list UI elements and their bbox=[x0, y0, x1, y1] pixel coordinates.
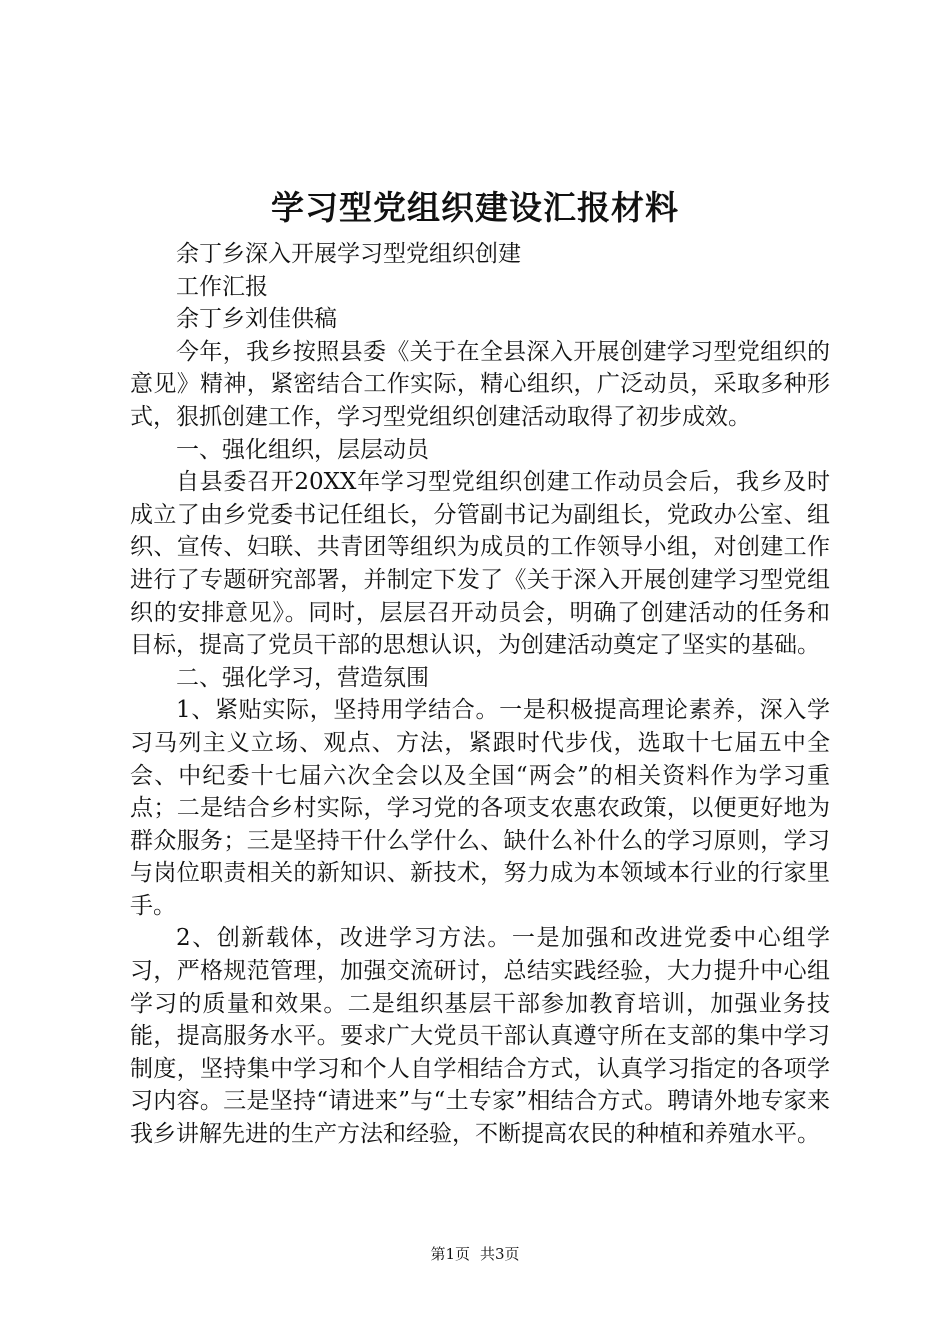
page-number: 第1页 bbox=[430, 1245, 470, 1263]
subtitle-line-2: 工作汇报 bbox=[176, 273, 268, 300]
page-footer bbox=[0, 1243, 950, 1265]
body-paragraph: 今年，我乡按照县委《关于在全县深入开展创建学习型党组织的意见》精神，紧密结合工作实际，精心组织，广泛动员，采取多种形式，狠抓创建工作，学习型党组织创建活动取得了初步成效。 bbox=[130, 338, 830, 430]
body-paragraph: 自县委召开20XX年学习型党组织创建工作动员会后，我乡及时成立了由乡党委书记任组长，分管副书记为副组长，党政办公室、组织、宣传、妇联、共青团等组织为成员的工作领导小组，对创建工作进行了专题研究部署，并制定下发了《关于深入开展创建学习型党组织的安排意见》。同时，层层召开动员会，明确了创建活动的任务和目标，提高了党员干部的思想认识，为创建活动奠定了坚实的基础。 bbox=[130, 469, 830, 659]
subtitle-line-1: 余丁乡深入开展学习型党组织创建 bbox=[176, 241, 521, 267]
page-total: 共3页 bbox=[480, 1245, 520, 1263]
author-line: 余丁乡刘佳供稿 bbox=[176, 306, 337, 333]
body-paragraph: 2、创新载体，改进学习方法。一是加强和改进党委中心组学习，严格规范管理，加强交流研讨，总结实践经验，大力提升中心组学习的质量和效果。二是组织基层干部参加教育培训，加强业务技能，提高服务水平。要求广大党员干部认真遵守所在支部的集中学习制度，坚持集中学习和个人自学相结合方式，认真学习指定的各项学习内容。三是坚持“请进来”与“土专家”相结合方式。聘请外地专家来我乡讲解先进的生产方法和经验，不断提高农民的种植和养殖水平。 bbox=[130, 925, 830, 1148]
section-heading: 二、强化学习，营造氛围 bbox=[176, 664, 429, 691]
document-title: 学习型党组织建设汇报材料 bbox=[271, 188, 679, 227]
document-body bbox=[130, 238, 830, 1151]
section-heading: 一、强化组织，层层动员 bbox=[176, 436, 429, 463]
body-paragraph: 1、紧贴实际，坚持用学结合。一是积极提高理论素养，深入学习马列主义立场、观点、方法，紧跟时代步伐，选取十七届五中全会、中纪委十七届六次全会以及全国“两会”的相关资料作为学习重点；二是结合乡村实际，学习党的各项支农惠农政策，以便更好地为群众服务；三是坚持干什么学什么、缺什么补什么的学习原则，学习与岗位职责相关的新知识、新技术，努力成为本领域本行业的行家里手。 bbox=[130, 697, 830, 919]
